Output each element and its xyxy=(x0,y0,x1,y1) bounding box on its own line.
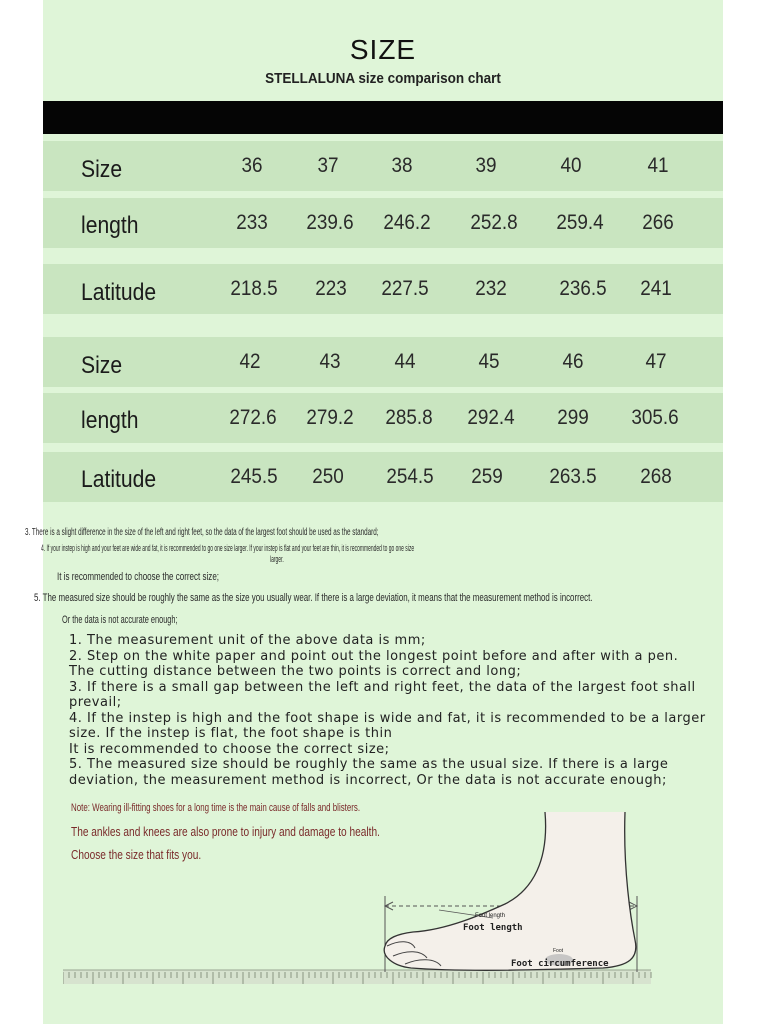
table-cell: 268 xyxy=(640,465,672,488)
instructions-list xyxy=(69,633,706,788)
table-cell: 223 xyxy=(315,277,347,300)
instruction-line: size. If the instep is flat, the foot shape is thin xyxy=(69,726,393,741)
header-bar xyxy=(43,101,723,134)
size-chart-page xyxy=(25,0,723,1024)
row-label: Latitude xyxy=(81,466,157,493)
instruction-line: 5. The measured size should be roughly the same as the usual size. If there is a large xyxy=(69,757,669,772)
instruction-line: The cutting distance between the two points is correct and long; xyxy=(69,664,522,679)
note-3: 3. There is a slight difference in the size of the left and right feet, so the data of the largest foot should be used as the standard; xyxy=(25,527,379,538)
table-cell: 38 xyxy=(391,154,413,177)
table-cell: 241 xyxy=(640,277,672,300)
table-cell: 37 xyxy=(317,154,339,177)
table-cell: 43 xyxy=(319,350,341,373)
table-row xyxy=(43,393,723,443)
foot-length-small-label: Foot length xyxy=(475,913,506,919)
table-cell: 305.6 xyxy=(631,406,679,429)
note-4-cont: larger. xyxy=(270,554,284,564)
table-cell: 44 xyxy=(394,350,416,373)
table-cell: 45 xyxy=(478,350,500,373)
page-title: SIZE xyxy=(349,34,417,65)
row-label: Latitude xyxy=(81,279,157,306)
table-cell: 259.4 xyxy=(556,211,604,234)
table-cell: 254.5 xyxy=(386,465,434,488)
table-cell: 259 xyxy=(471,465,503,488)
row-label: length xyxy=(81,212,139,239)
warning-choose: Choose the size that fits you. xyxy=(71,847,202,862)
note-4: 4. If your instep is high and your feet are wide and fat, it is recommended to go one size larger. If your instep is flat and your feet are thin, it is recommended to go one size xyxy=(41,543,415,553)
table-cell: 233 xyxy=(236,211,268,234)
row-label: Size xyxy=(81,156,123,183)
ruler xyxy=(63,970,651,984)
instruction-line: 4. If the instep is high and the foot shape is wide and fat, it is recommended to be a larger xyxy=(69,710,706,726)
table-row xyxy=(43,337,723,387)
page-subtitle: STELLALUNA size comparison chart xyxy=(265,70,501,87)
table-cell: 272.6 xyxy=(229,406,277,429)
table-cell: 285.8 xyxy=(385,406,433,429)
table-cell: 246.2 xyxy=(383,211,431,234)
table-row xyxy=(43,198,723,248)
table-cell: 292.4 xyxy=(467,406,515,429)
instruction-line: 3. If there is a small gap between the left and right feet, the data of the largest foot shall xyxy=(69,679,696,695)
instruction-line: 2. Step on the white paper and point out the longest point before and after with a pen. xyxy=(69,648,679,664)
instruction-line: 1. The measurement unit of the above data is mm; xyxy=(69,633,426,648)
table-cell: 263.5 xyxy=(549,465,597,488)
instruction-line: It is recommended to choose the correct size; xyxy=(69,741,390,757)
foot-measurement-diagram xyxy=(63,800,663,1000)
table-row xyxy=(43,141,723,191)
table-cell: 39 xyxy=(475,154,497,177)
note-5-cont: Or the data is not accurate enough; xyxy=(62,614,178,626)
table-cell: 252.8 xyxy=(470,211,518,234)
row-label: Size xyxy=(81,352,123,379)
table-cell: 227.5 xyxy=(381,277,429,300)
table-row xyxy=(43,264,723,314)
table-cell: 47 xyxy=(645,350,667,373)
table-cell: 232 xyxy=(475,277,507,300)
table-cell: 266 xyxy=(642,211,674,234)
table-cell: 250 xyxy=(312,465,344,488)
table-cell: 245.5 xyxy=(230,465,278,488)
table-cell: 36 xyxy=(241,154,263,177)
table-cell: 299 xyxy=(557,406,589,429)
table-cell: 42 xyxy=(239,350,261,373)
table-cell: 41 xyxy=(647,154,669,177)
table-row xyxy=(43,452,723,502)
recommend-note: It is recommended to choose the correct size; xyxy=(57,571,220,583)
foot-circumference-small-label: Foot xyxy=(553,948,564,954)
foot-length-label: Foot length xyxy=(463,923,523,933)
table-cell: 218.5 xyxy=(230,277,278,300)
instruction-line: prevail; xyxy=(69,695,122,710)
foot-circumference-label: Foot circumference xyxy=(511,959,609,969)
table-cell: 236.5 xyxy=(559,277,607,300)
table-cell: 239.6 xyxy=(306,211,354,234)
note-5: 5. The measured size should be roughly the same as the size you usually wear. If there is a large deviation, it means that the measurement method is incorrect. xyxy=(34,592,593,604)
table-cell: 40 xyxy=(560,154,582,177)
warning-ankles: The ankles and knees are also prone to injury and damage to health. xyxy=(71,824,380,839)
foot-outline xyxy=(384,812,636,970)
instruction-line: deviation, the measurement method is incorrect, Or the data is not accurate enough; xyxy=(69,772,667,788)
row-label: length xyxy=(81,407,139,434)
warning-note: Note: Wearing ill-fitting shoes for a long time is the main cause of falls and blisters. xyxy=(71,802,361,814)
table-cell: 46 xyxy=(562,350,584,373)
table-cell: 279.2 xyxy=(306,406,354,429)
